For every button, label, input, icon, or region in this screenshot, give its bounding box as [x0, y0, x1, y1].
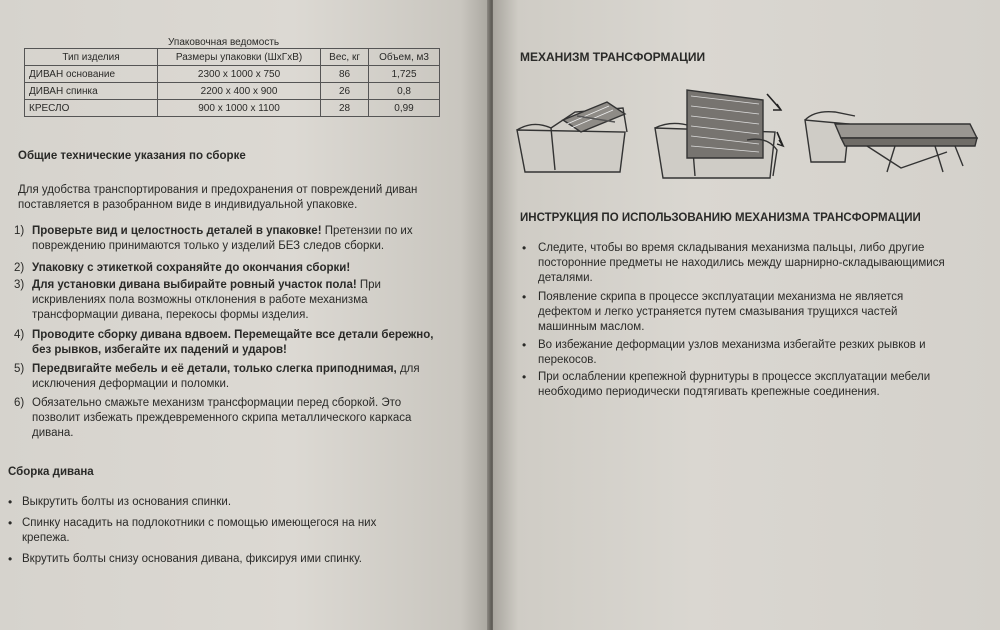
- assembly-step: [14, 396, 444, 441]
- sofa-unfolded-illustration: [805, 112, 977, 172]
- general-instructions-title: Общие технические указания по сборке: [18, 150, 246, 162]
- list-item-text: Во избежание деформации узлов механизма избегайте резких рывков и перекосов.: [538, 339, 926, 366]
- mechanism-title: МЕХАНИЗМ ТРАНСФОРМАЦИИ: [520, 50, 706, 64]
- step-number: 5): [14, 363, 25, 375]
- step-number: 2): [14, 262, 25, 274]
- packing-table-caption: Упаковочная ведомость: [168, 37, 280, 48]
- table-header: Тип изделия: [25, 49, 158, 66]
- list-item-text: При ослаблении крепежной фурнитуры в процессе эксплуатации мебели необходимо периодически подтягивать крепежные соединения.: [538, 371, 931, 398]
- list-item-text: Появление скрипа в процессе эксплуатации механизма не является дефектом и легко устраняется путем смазывания трущихся частей машинным маслом.: [538, 291, 904, 333]
- table-header: Объем, м3: [369, 49, 440, 66]
- bullet-icon: •: [8, 516, 13, 530]
- step-text: Претензии по их повреждению принимаются только у изделий БЕЗ следов сборки.: [32, 225, 413, 252]
- list-item-text: Выкрутить болты из основания спинки.: [22, 496, 232, 508]
- intro-line: Для удобства транспортирования и предохранения от повреждений диван: [18, 184, 418, 196]
- assembly-step: [14, 224, 444, 254]
- step-bold-text: Для установки дивана выбирайте ровный участок пола!: [32, 279, 357, 291]
- list-item: [522, 290, 952, 335]
- table-cell: 0,8: [369, 83, 440, 100]
- list-item-text: Следите, чтобы во время складывания механизма пальцы, либо другие посторонние предметы не находились между шарнирно-складывающимися деталями.: [538, 242, 945, 284]
- step-number: 1): [14, 225, 25, 237]
- table-header: Размеры упаковки (ШхГхВ): [158, 49, 321, 66]
- step-bold-text: Упаковку с этикеткой сохраняйте до окончания сборки!: [32, 262, 351, 274]
- bullet-icon: •: [522, 370, 527, 384]
- bullet-icon: •: [8, 495, 13, 509]
- table-cell: 900 x 1000 x 1100: [158, 100, 321, 117]
- list-item-text: Спинку насадить на подлокотники с помощью имеющегося на них крепежа.: [22, 517, 377, 544]
- sofa-folded-illustration: [517, 102, 627, 172]
- step-text: для исключения деформации и поломки.: [32, 363, 420, 390]
- packing-table: [24, 48, 440, 117]
- step-text: Обязательно смажьте механизм трансформации перед сборкой. Это позволит избежать преждевременного скрипа металлического каркаса дивана.: [32, 397, 412, 439]
- step-number: 4): [14, 329, 25, 341]
- step-bold-text: Проводите сборку дивана вдвоем. Перемещайте все детали бережно, без рывков, избегайте их падений и ударов!: [32, 329, 434, 356]
- table-cell: 2300 x 1000 x 750: [158, 66, 321, 83]
- left-page: [0, 0, 490, 630]
- bullet-icon: •: [522, 338, 527, 352]
- list-item: [8, 495, 428, 510]
- transformation-diagram: [515, 80, 985, 195]
- table-cell: 2200 x 400 x 900: [158, 83, 321, 100]
- table-cell: 26: [321, 83, 369, 100]
- instruction-title: ИНСТРУКЦИЯ ПО ИСПОЛЬЗОВАНИЮ МЕХАНИЗМА ТРАНСФОРМАЦИИ: [520, 212, 921, 224]
- step-bold-text: Проверьте вид и целостность деталей в упаковке!: [32, 225, 322, 237]
- table-cell: ДИВАН спинка: [25, 83, 158, 100]
- bullet-icon: •: [522, 241, 527, 255]
- list-item-text: Вкрутить болты снизу основания дивана, фиксируя ими спинку.: [22, 553, 362, 565]
- intro-paragraph: [18, 183, 458, 213]
- list-item: [522, 338, 952, 368]
- sofa-back-raised-illustration: [655, 90, 783, 178]
- step-number: 6): [14, 397, 25, 409]
- list-item: [8, 552, 428, 567]
- table-row: [25, 83, 440, 100]
- intro-line: поставляется в разобранном виде в индивидуальной упаковке.: [18, 199, 358, 211]
- assembly-step: [14, 278, 444, 323]
- table-header: Вес, кг: [321, 49, 369, 66]
- step-number: 3): [14, 279, 25, 291]
- table-row: [25, 100, 440, 117]
- table-header-row: [25, 49, 440, 66]
- step-bold-text: Передвигайте мебель и её детали, только слегка приподнимая,: [32, 363, 397, 375]
- list-item: [522, 241, 952, 286]
- bullet-icon: •: [522, 290, 527, 304]
- table-row: [25, 66, 440, 83]
- table-cell: 0,99: [369, 100, 440, 117]
- table-cell: КРЕСЛО: [25, 100, 158, 117]
- assembly-title: Сборка дивана: [8, 466, 94, 478]
- list-item: [522, 370, 952, 400]
- assembly-step: [14, 261, 444, 276]
- assembly-step: [14, 362, 444, 392]
- table-cell: 1,725: [369, 66, 440, 83]
- step-text: При искривлениях пола возможны отклонения в работе механизма трансформации дивана, перекосы формы изделия.: [32, 279, 381, 321]
- list-item: [8, 516, 428, 546]
- table-cell: ДИВАН основание: [25, 66, 158, 83]
- table-cell: 86: [321, 66, 369, 83]
- assembly-step: [14, 328, 444, 358]
- bullet-icon: •: [8, 552, 13, 566]
- table-cell: 28: [321, 100, 369, 117]
